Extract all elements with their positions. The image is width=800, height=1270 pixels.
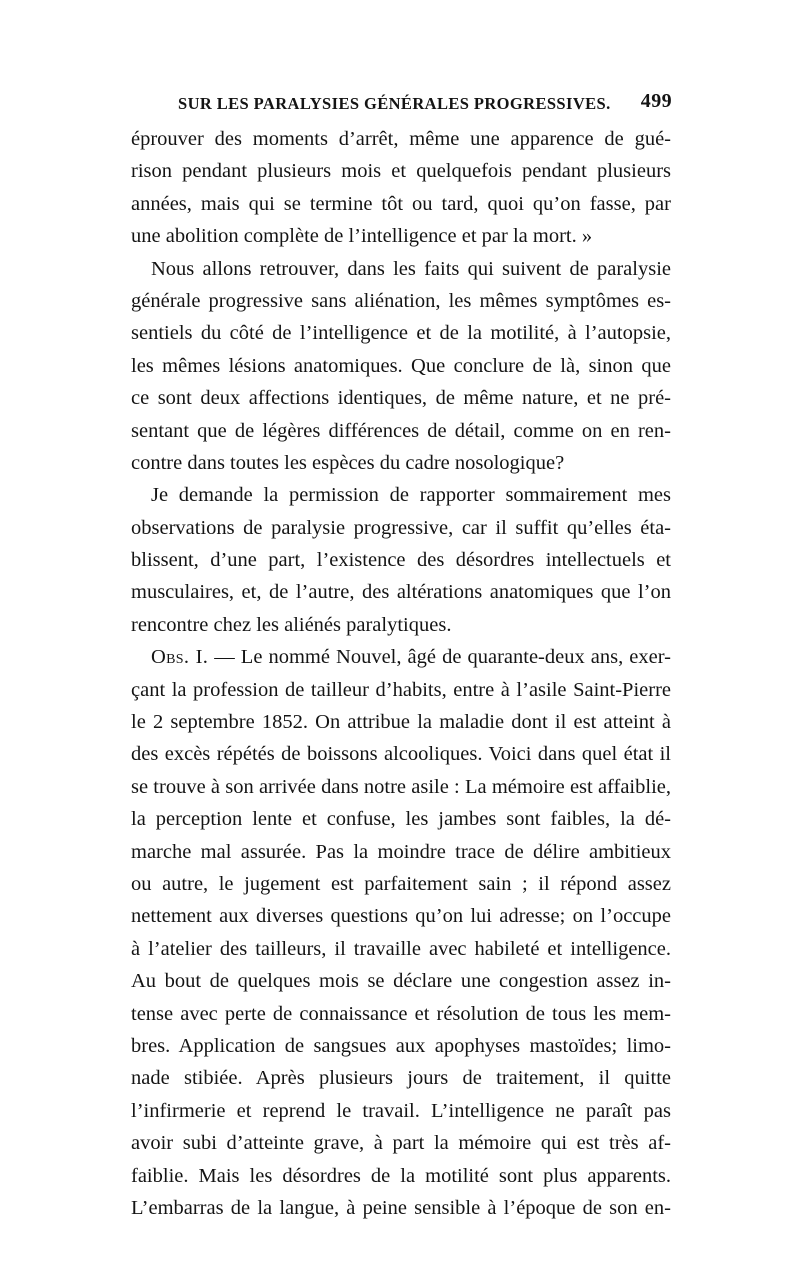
text-line: ce sont deux affections identiques, de même nature, et ne pré-: [131, 387, 671, 410]
text-line: contre dans toutes les espèces du cadre nosologique?: [131, 451, 565, 474]
text-line: avoir subi d’atteinte grave, à part la mémoire qui est très af-: [131, 1132, 671, 1155]
text-line: çant la profession de tailleur d’habits, entre à l’asile Saint-Pierre: [131, 678, 671, 701]
text-line: se trouve à son arrivée dans notre asile : La mémoire est affaiblie,: [131, 775, 671, 798]
text-line: sentiels du côté de l’intelligence et de la motilité, à l’autopsie,: [131, 322, 671, 345]
text-line: musculaires, et, de l’autre, des altérations anatomiques que l’on: [131, 581, 671, 604]
text-line: des excès répétés de boissons alcooliques. Voici dans quel état il: [131, 743, 671, 766]
text-line: rison pendant plusieurs mois et quelquefois pendant plusieurs: [131, 160, 671, 183]
text-line: Au bout de quelques mois se déclare une congestion assez in-: [131, 970, 671, 993]
text-line: rencontre chez les aliénés paralytiques.: [131, 613, 452, 636]
text-line: nettement aux diverses questions qu’on lui adresse; on l’occupe: [131, 905, 671, 928]
observation-label: Obs. I.: [151, 646, 209, 669]
observation-heading-line: [131, 641, 671, 673]
running-head: [130, 90, 672, 120]
text-line: nade stibiée. Après plusieurs jours de traitement, il quitte: [131, 1067, 671, 1090]
text-line: observations de paralysie progressive, car il suffit qu’elles éta-: [131, 516, 671, 539]
text-line: sentant que de légères différences de détail, comme on en ren-: [131, 419, 671, 442]
text-line: marche mal assurée. Pas la moindre trace de délire ambitieux: [131, 840, 671, 863]
text-line: bres. Application de sangsues aux apophyses mastoïdes; limo-: [131, 1034, 671, 1057]
text-line: Nous allons retrouver, dans les faits qui suivent de paralysie: [151, 257, 671, 280]
observation-text: — Le nommé Nouvel, âgé de quarante-deux ans, exer-: [208, 646, 671, 669]
body-text: [131, 123, 671, 1224]
text-line: une abolition complète de l’intelligence et par la mort. »: [131, 225, 593, 248]
text-line: blissent, d’une part, l’existence des désordres intellectuels et: [131, 549, 671, 572]
text-line: L’embarras de la langue, à peine sensible à l’époque de son en-: [131, 1196, 671, 1219]
page-number: 499: [640, 90, 672, 112]
text-line: années, mais qui se termine tôt ou tard, quoi qu’on fasse, par: [131, 192, 671, 215]
text-line: les mêmes lésions anatomiques. Que conclure de là, sinon que: [131, 354, 671, 377]
text-line: faiblie. Mais les désordres de la motilité sont plus apparents.: [131, 1164, 671, 1187]
text-line: Je demande la permission de rapporter sommairement mes: [151, 484, 671, 507]
running-title: SUR LES PARALYSIES GÉNÉRALES PROGRESSIVES.: [178, 94, 611, 113]
text-line: éprouver des moments d’arrêt, même une apparence de gué-: [131, 128, 671, 150]
text-line: générale progressive sans aliénation, les mêmes symptômes es-: [131, 289, 671, 312]
text-line: l’infirmerie et reprend le travail. L’intelligence ne paraît pas: [131, 1099, 671, 1122]
text-line: à l’atelier des tailleurs, il travaille avec habileté et intelligence.: [131, 937, 671, 960]
text-line: la perception lente et confuse, les jambes sont faibles, la dé-: [131, 808, 671, 831]
text-line: le 2 septembre 1852. On attribue la maladie dont il est atteint à: [131, 711, 671, 734]
text-line: tense avec perte de connaissance et résolution de tous les mem-: [131, 1002, 671, 1025]
text-line: ou autre, le jugement est parfaitement sain ; il répond assez: [131, 872, 671, 895]
